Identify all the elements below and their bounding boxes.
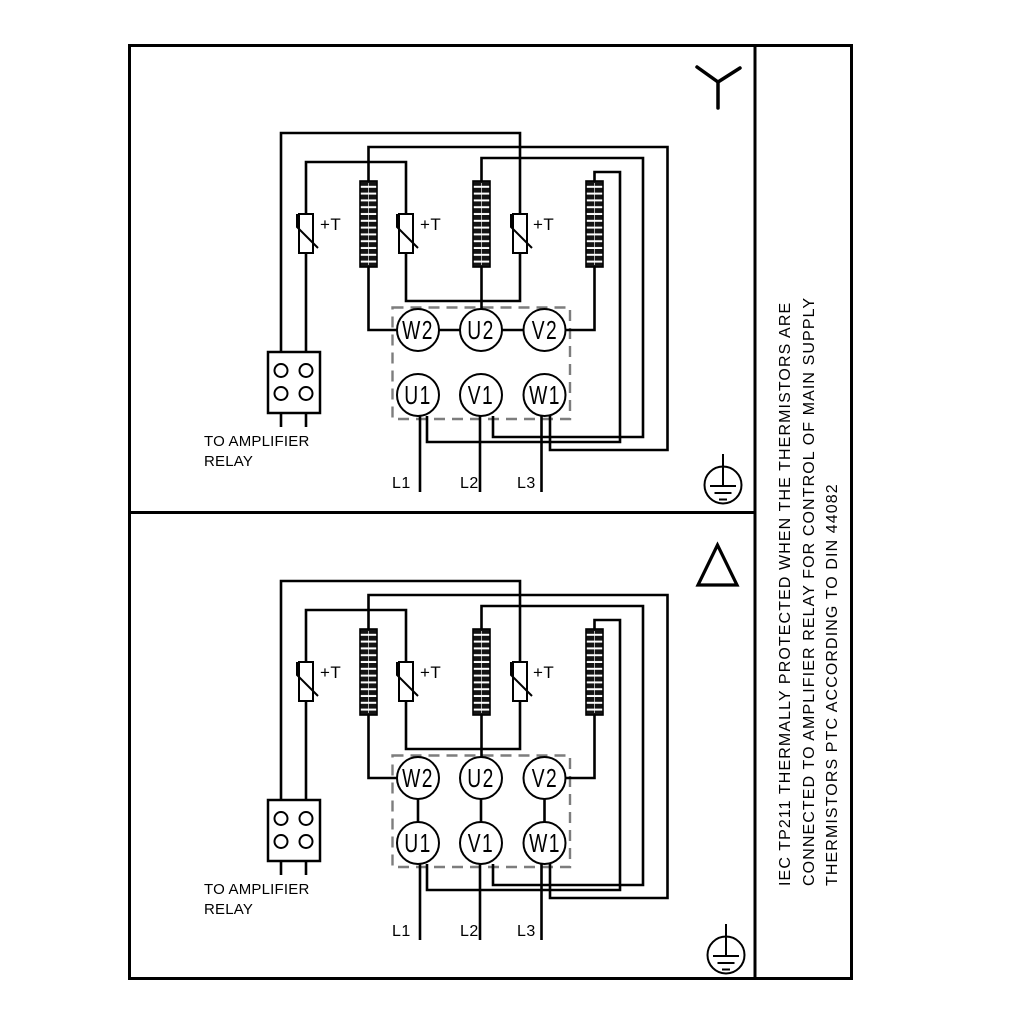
terminal-label-U1: U1 — [404, 828, 432, 858]
delta-bridge-links — [418, 799, 545, 822]
thermistor-label: +T — [420, 215, 442, 234]
terminal-label-U2: U2 — [467, 315, 495, 345]
terminal-label-W2: W2 — [402, 763, 434, 793]
star-connection-icon — [697, 67, 740, 108]
terminal-label-V1: V1 — [467, 380, 495, 410]
terminal-label-V1: V1 — [467, 828, 495, 858]
thermistor-label: +T — [533, 663, 555, 682]
supply-label-L1: L1 — [392, 923, 411, 940]
thermistor-label: +T — [533, 215, 555, 234]
supply-label-L3: L3 — [517, 923, 536, 940]
supply-label-L1: L1 — [392, 475, 411, 492]
thermistor-label: +T — [320, 215, 342, 234]
relay-note-line1: TO AMPLIFIER — [204, 433, 310, 450]
terminal-label-W1: W1 — [528, 828, 561, 858]
terminal-label-U2: U2 — [467, 763, 495, 793]
delta-connection-icon — [698, 545, 737, 585]
terminal-label-W2: W2 — [402, 315, 434, 345]
terminal-label-V2: V2 — [531, 315, 558, 345]
relay-note-line1: TO AMPLIFIER — [204, 881, 310, 898]
thermistor-label: +T — [420, 663, 442, 682]
sidebar-note-line1: IEC TP211 THERMALLY PROTECTED WHEN THE THERMISTORS ARE — [777, 301, 794, 886]
terminal-label-U1: U1 — [404, 380, 432, 410]
supply-label-L3: L3 — [517, 475, 536, 492]
supply-label-L2: L2 — [460, 923, 479, 940]
relay-note-line2: RELAY — [204, 453, 254, 470]
sidebar-note-line3: THERMISTORS PTC ACCORDING TO DIN 44082 — [824, 483, 841, 886]
terminal-label-W1: W1 — [528, 380, 561, 410]
sidebar-note-line2: CONNECTED TO AMPLIFIER RELAY FOR CONTROL OF MAIN SUPPLY — [800, 296, 818, 886]
sidebar-note — [774, 297, 845, 886]
thermistor-label: +T — [320, 663, 342, 682]
relay-note-line2: RELAY — [204, 901, 254, 918]
supply-label-L2: L2 — [460, 475, 479, 492]
terminal-label-V2: V2 — [531, 763, 558, 793]
